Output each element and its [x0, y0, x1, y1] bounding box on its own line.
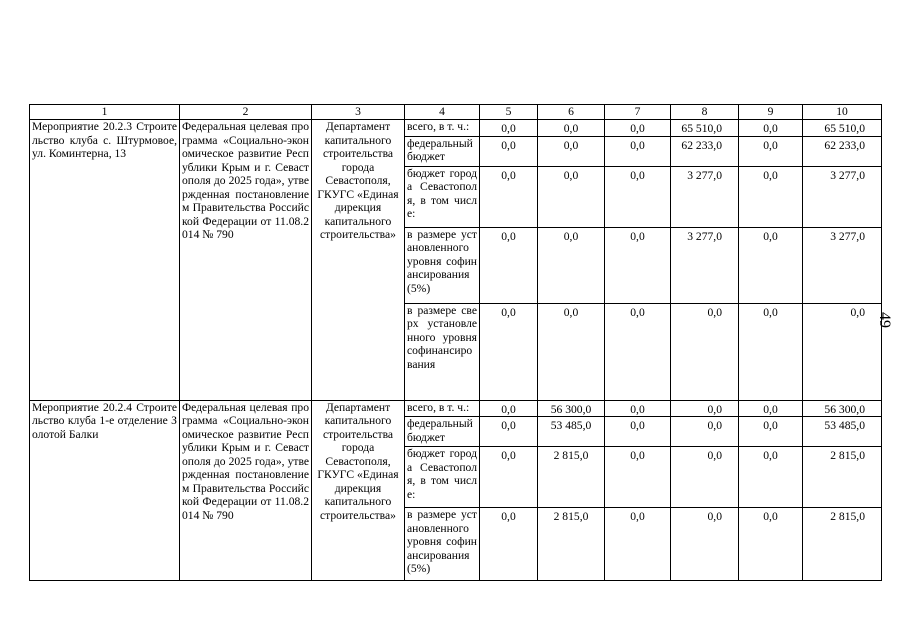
budget-table: [29, 104, 882, 581]
value-cell-7: 0,0: [605, 417, 671, 447]
value-cell-6: 0,0: [538, 136, 605, 166]
value-cell-9: 0,0: [739, 417, 803, 447]
value-cell-7: 0,0: [605, 120, 671, 137]
value-cell-6: 53 485,0: [538, 417, 605, 447]
header-cell: 10: [803, 105, 882, 120]
value-cell-6: 0,0: [538, 120, 605, 137]
header-cell: 2: [180, 105, 312, 120]
executor-cell: Департамент капитального строительства города Севастополя, ГКУГС «Единая дирекция капитального строительства»: [312, 120, 405, 401]
value-cell-8: 62 233,0: [671, 136, 739, 166]
value-cell-6: 56 300,0: [538, 400, 605, 417]
value-cell-5: 0,0: [480, 508, 538, 581]
value-cell-5: 0,0: [480, 136, 538, 166]
value-cell-8: 65 510,0: [671, 120, 739, 137]
header-cell: 5: [480, 105, 538, 120]
value-cell-9: 0,0: [739, 400, 803, 417]
value-cell-8: 0,0: [671, 447, 739, 508]
value-cell-7: 0,0: [605, 447, 671, 508]
value-cell-10: 56 300,0: [803, 400, 882, 417]
value-cell-5: 0,0: [480, 417, 538, 447]
funding-source-cell: всего, в т. ч.:: [405, 400, 480, 417]
funding-source-cell: в размере установленного уровня софинансирования (5%): [405, 508, 480, 581]
value-cell-9: 0,0: [739, 508, 803, 581]
value-cell-5: 0,0: [480, 120, 538, 137]
value-cell-9: 0,0: [739, 136, 803, 166]
funding-source-cell: в размере сверх установленного уровня софинансирования: [405, 303, 480, 400]
funding-source-cell: бюджет города Севастополя, в том числе:: [405, 166, 480, 227]
value-cell-8: 0,0: [671, 303, 739, 400]
value-cell-5: 0,0: [480, 303, 538, 400]
value-cell-6: 0,0: [538, 166, 605, 227]
funding-source-cell: федеральный бюджет: [405, 417, 480, 447]
header-cell: 8: [671, 105, 739, 120]
value-cell-6: 2 815,0: [538, 447, 605, 508]
header-cell: 3: [312, 105, 405, 120]
value-cell-5: 0,0: [480, 400, 538, 417]
value-cell-9: 0,0: [739, 447, 803, 508]
table-row: [30, 400, 882, 417]
value-cell-8: 0,0: [671, 417, 739, 447]
value-cell-7: 0,0: [605, 303, 671, 400]
value-cell-8: 3 277,0: [671, 227, 739, 303]
value-cell-7: 0,0: [605, 166, 671, 227]
value-cell-10: 2 815,0: [803, 447, 882, 508]
header-cell: 4: [405, 105, 480, 120]
value-cell-10: 3 277,0: [803, 227, 882, 303]
value-cell-7: 0,0: [605, 227, 671, 303]
value-cell-6: 0,0: [538, 227, 605, 303]
funding-source-cell: всего, в т. ч.:: [405, 120, 480, 137]
table-row: [30, 120, 882, 137]
value-cell-5: 0,0: [480, 166, 538, 227]
value-cell-10: 62 233,0: [803, 136, 882, 166]
table-body: [30, 105, 882, 581]
measure-cell: Мероприятие 20.2.3 Строительство клуба с. Штурмовое, ул. Коминтерна, 13: [30, 120, 180, 401]
header-cell: 9: [739, 105, 803, 120]
executor-cell: Департамент капитального строительства города Севастополя, ГКУГС «Единая дирекция капитального строительства»: [312, 400, 405, 581]
value-cell-10: 3 277,0: [803, 166, 882, 227]
value-cell-7: 0,0: [605, 508, 671, 581]
header-cell: 7: [605, 105, 671, 120]
funding-source-cell: бюджет города Севастополя, в том числе:: [405, 447, 480, 508]
value-cell-6: 0,0: [538, 303, 605, 400]
value-cell-5: 0,0: [480, 447, 538, 508]
value-cell-9: 0,0: [739, 166, 803, 227]
value-cell-10: 0,0: [803, 303, 882, 400]
page-number: 49: [876, 312, 893, 328]
program-cell: Федеральная целевая программа «Социально-экономическое развитие Республики Крым и г. Севастополя до 2025 года», утвержденная постановлением Правительства Российской Федерации от 11.08.2014 № 790: [180, 400, 312, 581]
funding-source-cell: в размере установленного уровня софинансирования (5%): [405, 227, 480, 303]
value-cell-9: 0,0: [739, 120, 803, 137]
value-cell-8: 3 277,0: [671, 166, 739, 227]
value-cell-9: 0,0: [739, 303, 803, 400]
header-row: [30, 105, 882, 120]
value-cell-5: 0,0: [480, 227, 538, 303]
measure-cell: Мероприятие 20.2.4 Строительство клуба 1-е отделение Золотой Балки: [30, 400, 180, 581]
header-cell: 1: [30, 105, 180, 120]
value-cell-8: 0,0: [671, 400, 739, 417]
value-cell-8: 0,0: [671, 508, 739, 581]
value-cell-10: 53 485,0: [803, 417, 882, 447]
program-cell: Федеральная целевая программа «Социально-экономическое развитие Республики Крым и г. Севастополя до 2025 года», утвержденная постановлением Правительства Российской Федерации от 11.08.2014 № 790: [180, 120, 312, 401]
value-cell-10: 65 510,0: [803, 120, 882, 137]
header-cell: 6: [538, 105, 605, 120]
value-cell-10: 2 815,0: [803, 508, 882, 581]
value-cell-9: 0,0: [739, 227, 803, 303]
value-cell-7: 0,0: [605, 400, 671, 417]
value-cell-6: 2 815,0: [538, 508, 605, 581]
value-cell-7: 0,0: [605, 136, 671, 166]
funding-source-cell: федеральный бюджет: [405, 136, 480, 166]
